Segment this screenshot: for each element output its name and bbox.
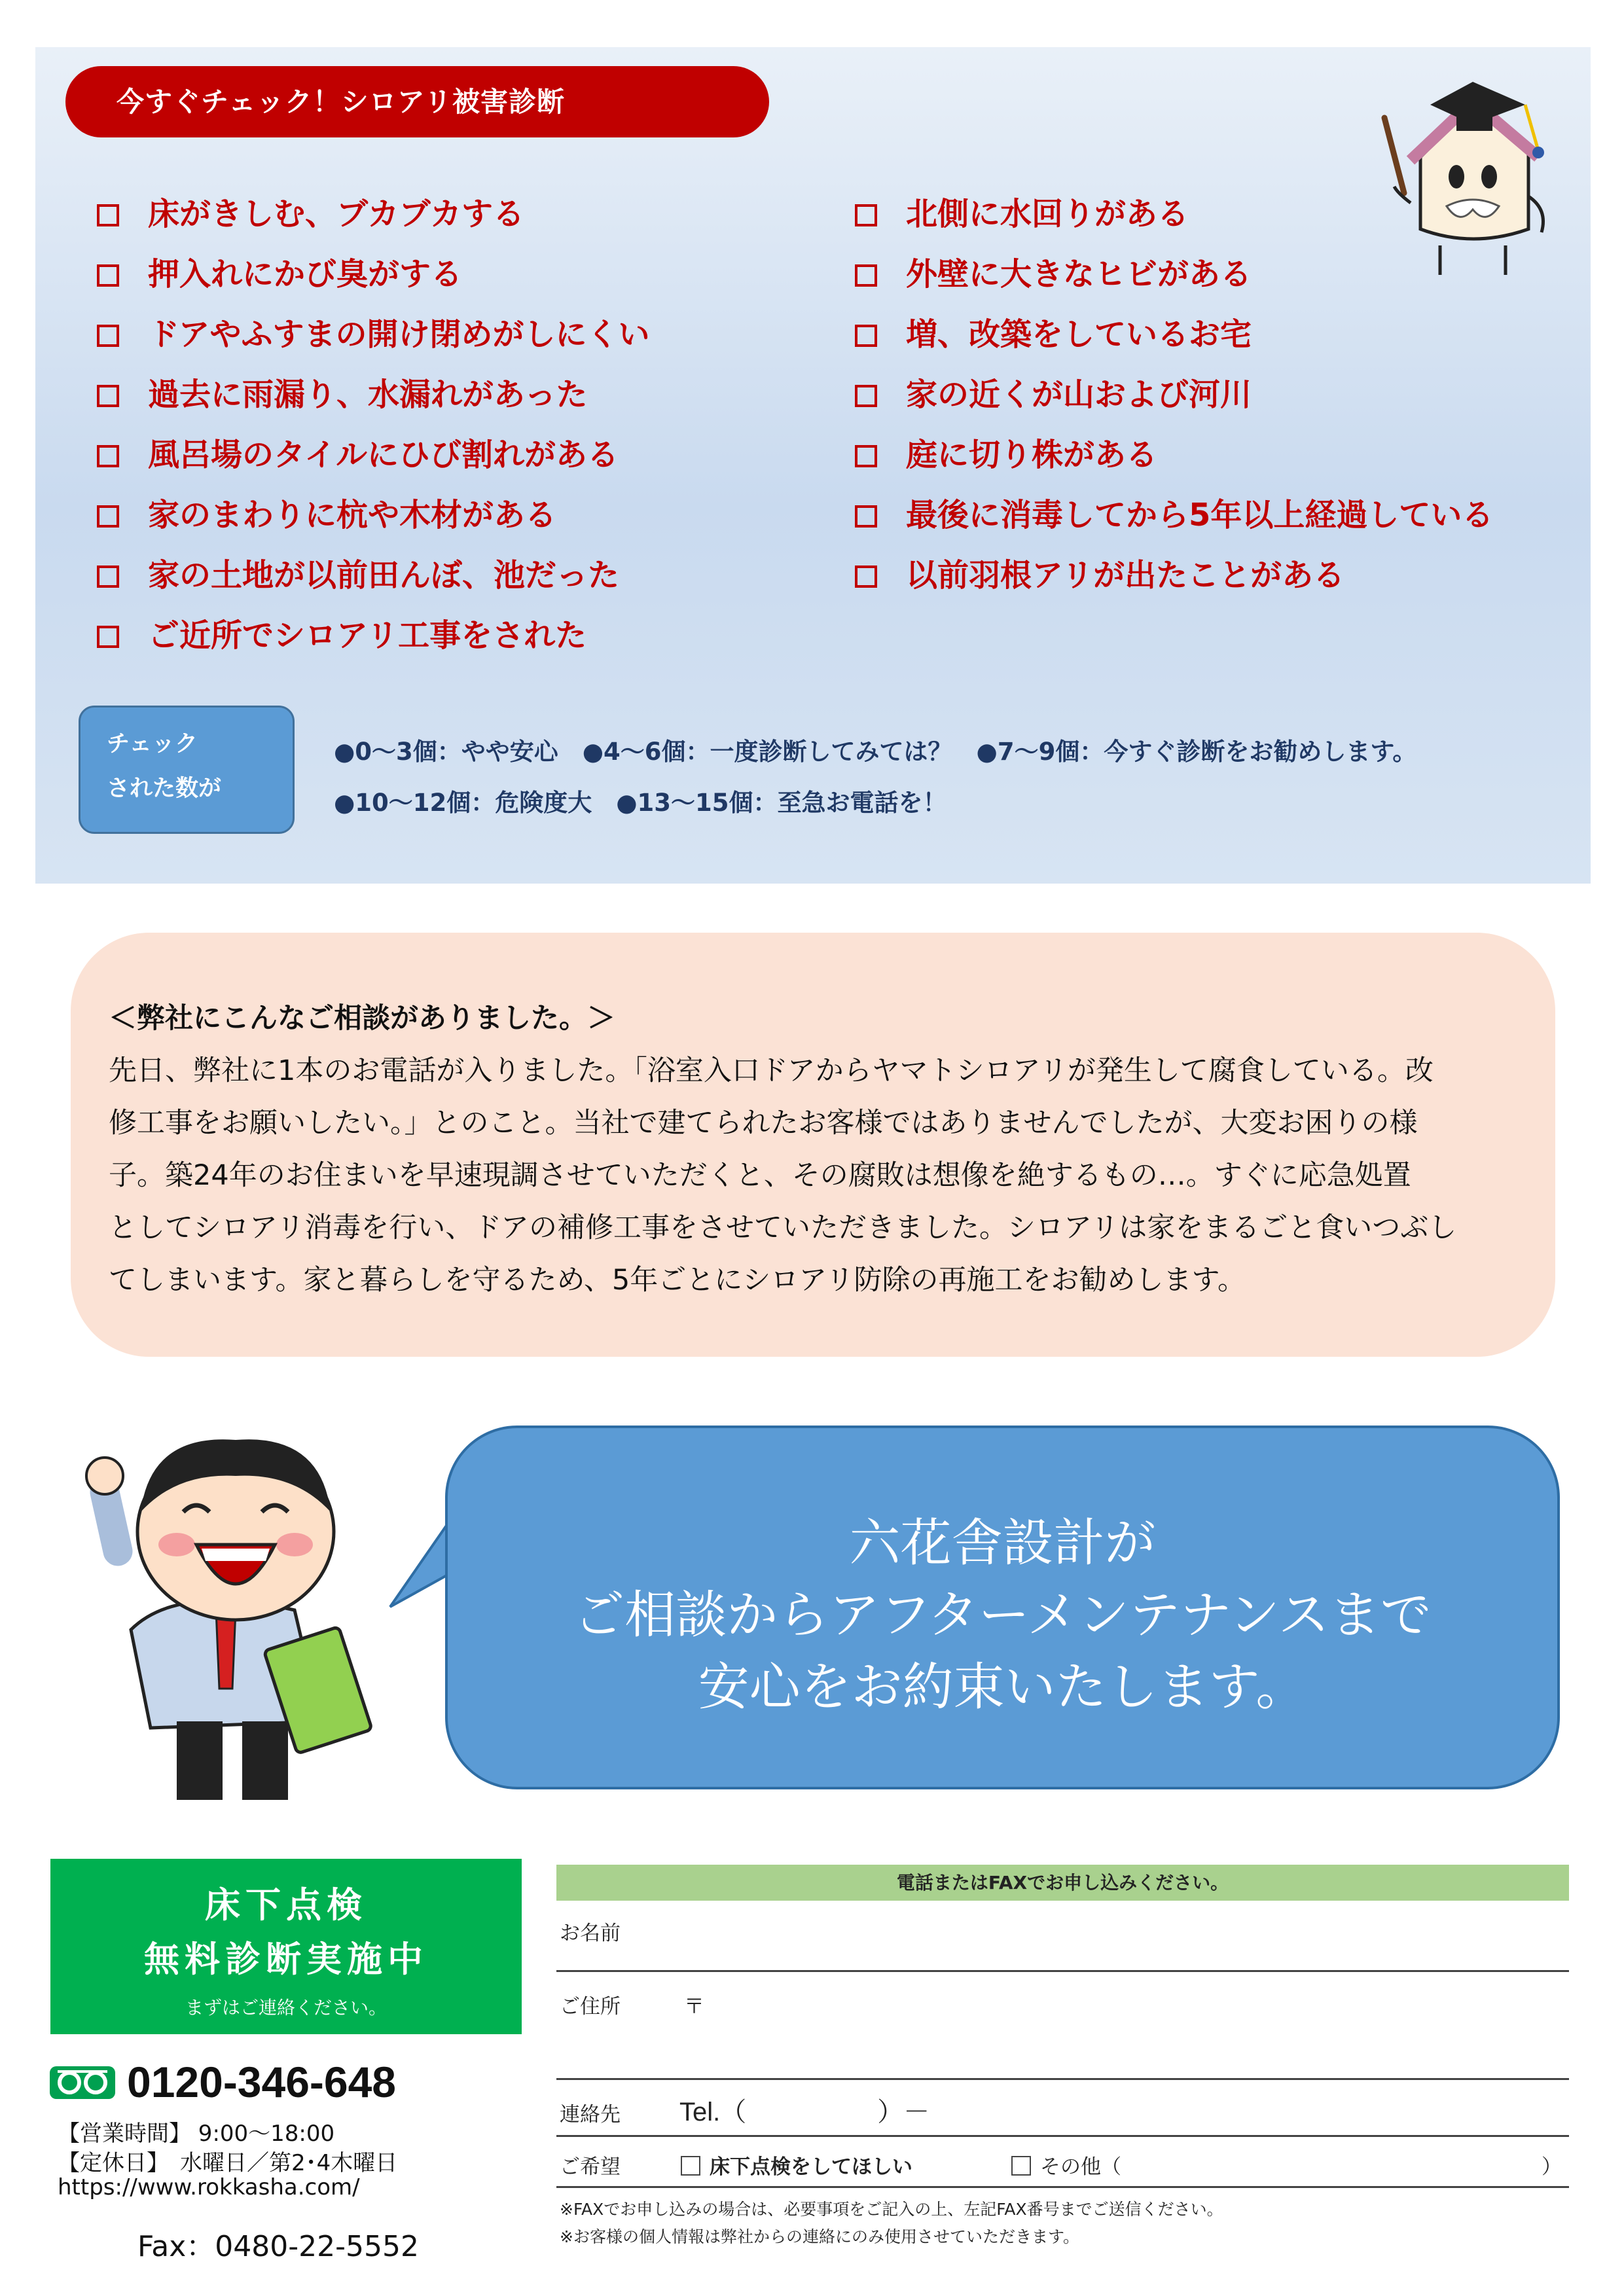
speech-line: 安心をお約束いたします。 (698, 1658, 1307, 1717)
form-header: 電話またはFAXでお申し込みください。 (556, 1865, 1569, 1901)
score-legend-line2: ●10～12個：危険度大 ●13～15個：至急お電話を！ (334, 789, 947, 817)
checkbox-icon[interactable] (97, 626, 119, 648)
consultation-text-line: 修工事をお願いしたい。」とのこと。当社で建てられたお客様ではありませんでしたが、大変お困りの様 (109, 1107, 1418, 1139)
score-legend-line1: ●0～3個：やや安心 ●4～6個：一度診断してみては？ ●7～9個：今すぐ診断をお勧めします。 (334, 738, 1417, 766)
checkbox-icon[interactable] (855, 565, 877, 588)
check-item[interactable]: 家の土地が以前田んぼ、池だった (97, 550, 619, 595)
closed-days: 【定休日】 水曜日／第2･4木曜日 (58, 2150, 398, 2176)
check-item[interactable]: 外壁に大きなヒビがある (855, 249, 1252, 294)
consultation-text-line: てしまいます。家と暮らしを守るため、5年ごとにシロアリ防除の再施工をお勧めします。 (109, 1264, 1246, 1297)
check-item[interactable]: ご近所でシロアリ工事をされた (97, 610, 586, 655)
free-inspection-banner: 床下点検 無料診断実施中 まずはご連絡ください。 (50, 1859, 522, 2034)
check-item[interactable]: 庭に切り株がある (855, 429, 1157, 475)
check-item[interactable]: 北側に水回りがある (855, 188, 1189, 234)
consultation-heading: ＜弊社にこんなご相談がありました。＞ (109, 1002, 615, 1035)
speech-line: ご相談からアフターメンテナンスまで (573, 1586, 1432, 1645)
business-hours: 【営業時間】 9:00～18:00 (58, 2121, 335, 2147)
contact-field-line (556, 2135, 1569, 2137)
checkbox-icon[interactable] (681, 2156, 700, 2176)
fax-number: Fax：0480-22-5552 (137, 2230, 419, 2263)
check-count-badge: チェック された数が (79, 706, 295, 834)
consultation-text-line: 子。築24年のお住まいを早速現調させていただくと、その腐敗は想像を絶するもの…。すぐに応急処置 (109, 1159, 1411, 1192)
option-other-close: ） (1542, 2155, 1562, 2179)
check-item[interactable]: 押入れにかび臭がする (97, 249, 462, 294)
checkbox-icon[interactable] (97, 565, 119, 588)
checkbox-icon[interactable] (855, 264, 877, 287)
checkbox-icon[interactable] (97, 325, 119, 347)
check-item[interactable]: 過去に雨漏り、水漏れがあった (97, 369, 588, 414)
speech-line: 六花舎設計が (849, 1514, 1156, 1573)
checkbox-icon[interactable] (97, 204, 119, 226)
form-note: ※お客様の個人情報は弊社からの連絡にのみ使用させていただきます。 (560, 2227, 1079, 2246)
check-item[interactable]: 風呂場のタイルにひび割れがある (97, 429, 619, 475)
checkbox-icon[interactable] (855, 505, 877, 528)
postal-mark: 〒 (684, 1995, 704, 2018)
checkbox-icon[interactable] (855, 325, 877, 347)
freedial-icon (48, 2065, 117, 2100)
checkbox-icon[interactable] (855, 385, 877, 407)
consultation-text-line: としてシロアリ消毒を行い、ドアの補修工事をさせていただきました。シロアリは家をまるごと食いつぶし (109, 1211, 1457, 1244)
check-item[interactable]: ドアやふすまの開け閉めがしにくい (97, 309, 650, 354)
website-link[interactable]: https://www.rokkasha.com/ (58, 2174, 360, 2200)
name-field-line[interactable] (556, 1970, 1569, 1972)
wish-label: ご希望 (560, 2155, 621, 2179)
check-item[interactable]: 以前羽根アリが出たことがある (855, 550, 1344, 595)
name-label: お名前 (560, 1922, 621, 1945)
checkbox-icon[interactable] (97, 505, 119, 528)
checkbox-icon[interactable] (97, 445, 119, 467)
checkbox-icon[interactable] (1011, 2156, 1031, 2176)
house-mascot-illustration (1375, 79, 1564, 288)
address-label: ご住所 (560, 1995, 621, 2018)
form-note: ※FAXでお申し込みの場合は、必要事項をご記入の上、左記FAX番号までご送信ください。 (560, 2200, 1223, 2219)
checklist-title: 今すぐチェック！シロアリ被害診断 (65, 66, 769, 137)
tel-field[interactable]: Tel.（ ）－ (679, 2098, 930, 2126)
checkbox-icon[interactable] (855, 445, 877, 467)
check-item[interactable]: 家のまわりに杭や木材がある (97, 490, 556, 535)
check-item[interactable]: 床がきしむ、ブカブカする (97, 188, 524, 234)
staff-character-illustration (79, 1414, 386, 1813)
contact-label: 連絡先 (560, 2103, 621, 2126)
wish-field-line (556, 2186, 1569, 2188)
check-item[interactable]: 増、改築をしているお宅 (855, 309, 1252, 354)
toll-free-phone-number[interactable]: 0120-346-648 (127, 2058, 397, 2106)
address-field-line[interactable] (556, 2078, 1569, 2080)
option-other[interactable]: その他（ (1011, 2150, 1121, 2179)
check-item[interactable]: 最後に消毒してから5年以上経過している (855, 490, 1493, 535)
check-item[interactable]: 家の近くが山および河川 (855, 369, 1252, 414)
consultation-text-line: 先日、弊社に1本のお電話が入りました。「浴室入口ドアからヤマトシロアリが発生して腐食している。改 (109, 1054, 1434, 1087)
checkbox-icon[interactable] (97, 264, 119, 287)
option-inspection[interactable]: 床下点検をしてほしい (681, 2150, 912, 2179)
checkbox-icon[interactable] (97, 385, 119, 407)
checkbox-icon[interactable] (855, 204, 877, 226)
